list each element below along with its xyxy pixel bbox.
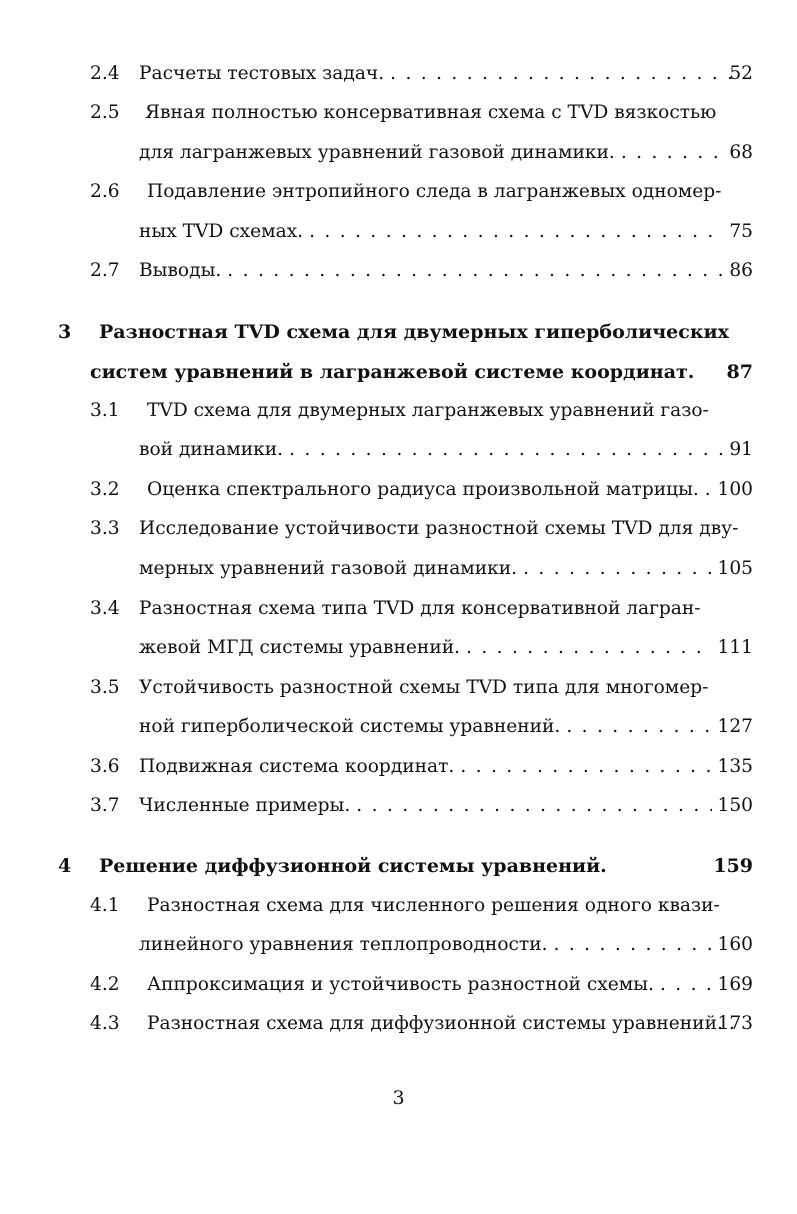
section-title-line: Подавление энтропийного следа в лагранжевых одномер-: [147, 181, 722, 202]
page-ref: 127: [717, 716, 753, 737]
section-title: Оценка спектрального радиуса произвольной матрицы.: [147, 479, 699, 500]
page-ref: 150: [717, 795, 753, 816]
leader-dots: [384, 54, 735, 94]
toc-entry[interactable]: [0, 589, 797, 629]
section-number: 4.3: [90, 1013, 120, 1034]
toc-entry[interactable]: [0, 251, 797, 291]
toc-entry[interactable]: [0, 965, 797, 1005]
section-title-line: жевой МГД системы уравнений.: [139, 637, 461, 658]
section-title-line: Разностная схема для численного решения одного квази-: [147, 895, 720, 916]
section-title-line: TVD схема для двумерных лагранжевых уравнений газо-: [147, 400, 709, 421]
section-number: 4.2: [90, 974, 120, 995]
toc-entry[interactable]: [0, 668, 797, 708]
section-title-line: ной гиперболической системы уравнений.: [139, 716, 561, 737]
section-title-line: мерных уравнений газовой динамики.: [139, 558, 518, 579]
toc-entry-continuation[interactable]: [0, 628, 797, 668]
toc-entry-continuation[interactable]: [0, 133, 797, 173]
toc-entry[interactable]: [0, 172, 797, 212]
section-title-line: Разностная схема типа TVD для консервативной лагран-: [139, 598, 701, 619]
section-title-line: Устойчивость разностной схемы TVD типа для многомер-: [139, 677, 709, 698]
leader-dots: [517, 549, 712, 589]
section-number: 4.1: [90, 895, 120, 916]
toc-entry-continuation[interactable]: [0, 925, 797, 965]
section-title: Аппроксимация и устойчивость разностной схемы.: [147, 974, 654, 995]
toc-entry-continuation[interactable]: [0, 430, 797, 470]
chapter-entry[interactable]: [0, 846, 797, 886]
section-title-line: ных TVD схемах.: [139, 221, 304, 242]
page-ref: 111: [717, 637, 753, 658]
page-ref: 105: [717, 558, 753, 579]
chapter-page-ref: 159: [713, 855, 753, 877]
section-title: Численные примеры.: [139, 795, 351, 816]
chapter-title-line: Решение диффузионной системы уравнений.: [99, 855, 607, 877]
toc-entry-continuation[interactable]: [0, 707, 797, 747]
leader-dots: [221, 251, 723, 291]
section-number: 3.2: [90, 479, 120, 500]
page-ref: 86: [729, 260, 753, 281]
toc-entry[interactable]: [0, 1004, 797, 1044]
section-number: 3.1: [90, 400, 120, 421]
chapter-entry[interactable]: [0, 312, 797, 352]
section-title: Разностная схема для диффузионной системы уравнений.: [147, 1013, 723, 1034]
page-ref: 160: [717, 934, 753, 955]
page-ref: 173: [717, 1013, 753, 1034]
toc-entry[interactable]: [0, 470, 797, 510]
section-title-line: линейного уравнения теплопроводности.: [139, 934, 548, 955]
section-title: Расчеты тестовых задач.: [139, 63, 385, 84]
leader-dots: [303, 212, 723, 252]
page-ref: 135: [717, 756, 753, 777]
section-number: 3.6: [90, 756, 120, 777]
toc-entry[interactable]: [0, 509, 797, 549]
page-ref: 91: [729, 439, 753, 460]
leader-dots: [560, 707, 712, 747]
toc-entry[interactable]: [0, 391, 797, 431]
toc-entry-continuation[interactable]: [0, 212, 797, 252]
toc-entry-continuation[interactable]: [0, 549, 797, 589]
page-ref: 75: [729, 221, 753, 242]
chapter-number: 3: [58, 321, 72, 343]
chapter-title-line: систем уравнений в лагранжевой системе координат.: [90, 361, 695, 383]
section-title-line: Явная полностью консервативная схема с TVD вязкостью: [145, 102, 717, 123]
section-title: Выводы.: [139, 260, 222, 281]
section-title: Подвижная система координат.: [139, 756, 455, 777]
section-number: 3.3: [90, 518, 120, 539]
section-number: 3.4: [90, 598, 120, 619]
section-number: 2.6: [90, 181, 120, 202]
section-number: 2.7: [90, 260, 120, 281]
page-ref: 68: [729, 142, 753, 163]
leader-dots: [350, 786, 712, 826]
section-number: 2.5: [90, 102, 120, 123]
toc-entry[interactable]: [0, 93, 797, 133]
leader-dots: [460, 628, 712, 668]
page-number: 3: [392, 1087, 405, 1109]
leader-dots: [699, 470, 715, 510]
section-number: 3.5: [90, 677, 120, 698]
section-title-line: вой динамики.: [139, 439, 284, 460]
chapter-title-line: Разностная TVD схема для двумерных гиперболических: [99, 321, 729, 343]
toc-entry[interactable]: [0, 886, 797, 926]
chapter-number: 4: [58, 855, 72, 877]
page-ref: 169: [717, 974, 753, 995]
page-ref: 100: [717, 479, 753, 500]
section-title-line: Исследование устойчивости разностной схемы TVD для дву-: [139, 518, 739, 539]
leader-dots: [283, 430, 723, 470]
section-number: 2.4: [90, 63, 120, 84]
leader-dots: [654, 965, 712, 1005]
leader-dots: [615, 133, 723, 173]
toc-entry[interactable]: [0, 54, 797, 94]
chapter-entry-continuation[interactable]: [0, 352, 797, 392]
page-ref: 52: [729, 63, 753, 84]
chapter-page-ref: 87: [726, 361, 753, 383]
leader-dots: [454, 747, 712, 787]
toc-entry[interactable]: [0, 747, 797, 787]
section-title-line: для лагранжевых уравнений газовой динамики.: [139, 142, 615, 163]
toc-entry[interactable]: [0, 786, 797, 826]
leader-dots: [548, 925, 712, 965]
section-number: 3.7: [90, 795, 120, 816]
